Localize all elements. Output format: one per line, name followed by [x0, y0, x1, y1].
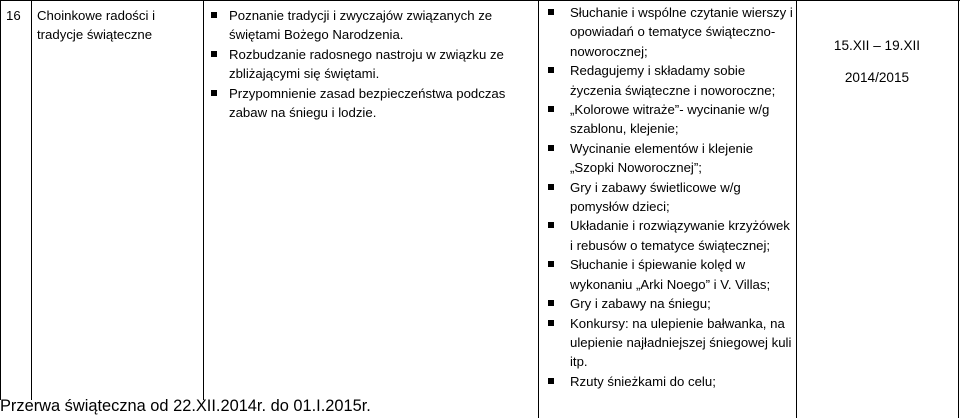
- activity-item: Gry i zabawy świetlicowe w/g pomysłów dzieci;: [546, 178, 796, 217]
- column-divider-4: [796, 0, 797, 418]
- square-bullet-icon: [548, 320, 554, 326]
- activity-item: Słuchanie i śpiewanie kolęd w wykonaniu „Arki Noego” i V. Villas;: [546, 255, 796, 294]
- square-bullet-icon: [548, 106, 554, 112]
- table-border-left: [0, 0, 1, 400]
- column-divider-2: [203, 0, 204, 400]
- goal-item: Rozbudzanie radosnego nastroju w związku ze zbliżającymi się świętami.: [206, 45, 536, 84]
- square-bullet-icon: [548, 145, 554, 151]
- date-range: 15.XII – 19.XII: [833, 38, 921, 53]
- activity-item: Redagujemy i składamy sobie życzenia świąteczne i noworoczne;: [546, 61, 796, 100]
- goal-item: Przypomnienie zasad bezpieczeństwa podczas zabaw na śniegu i lodzie.: [206, 84, 536, 123]
- square-bullet-icon: [548, 300, 554, 306]
- square-bullet-icon: [211, 12, 217, 18]
- table-border-right: [958, 0, 959, 418]
- row-number: 16: [6, 8, 21, 23]
- activity-item: Układanie i rozwiązywanie krzyżówek i rebusów o tematyce świątecznej;: [546, 216, 796, 255]
- square-bullet-icon: [548, 9, 554, 15]
- goal-item: Poznanie tradycji i zwyczajów związanych ze świętami Bożego Narodzenia.: [206, 6, 536, 45]
- activity-item: Konkursy: na ulepienie bałwanka, na ulepienie najładniejszej śniegowej kuli itp.: [546, 314, 796, 372]
- table-border-top: [0, 0, 960, 1]
- activity-item: Wycinanie elementów i klejenie „Szopki Noworocznej”;: [546, 139, 796, 178]
- topic-title: Choinkowe radości i tradycje świąteczne: [37, 8, 156, 43]
- holiday-break-note: Przerwa świąteczna od 22.XII.2014r. do 01.I.2015r.: [0, 397, 371, 415]
- activity-item: Gry i zabawy na śniegu;: [546, 294, 796, 313]
- square-bullet-icon: [211, 90, 217, 96]
- square-bullet-icon: [548, 67, 554, 73]
- square-bullet-icon: [211, 51, 217, 57]
- column-divider-3: [538, 0, 539, 418]
- column-divider-1: [31, 0, 32, 400]
- square-bullet-icon: [548, 378, 554, 384]
- square-bullet-icon: [548, 222, 554, 228]
- square-bullet-icon: [548, 184, 554, 190]
- activity-item: „Kolorowe witraże”- wycinanie w/g szablonu, klejenie;: [546, 100, 796, 139]
- square-bullet-icon: [548, 261, 554, 267]
- activity-item: Rzuty śnieżkami do celu;: [546, 372, 796, 391]
- school-year: 2014/2015: [844, 70, 910, 85]
- goals-list: [206, 6, 536, 122]
- activities-list: [546, 3, 796, 391]
- activity-item: Słuchanie i wspólne czytanie wierszy i opowiadań o tematyce świąteczno-noworocznej;: [546, 3, 796, 61]
